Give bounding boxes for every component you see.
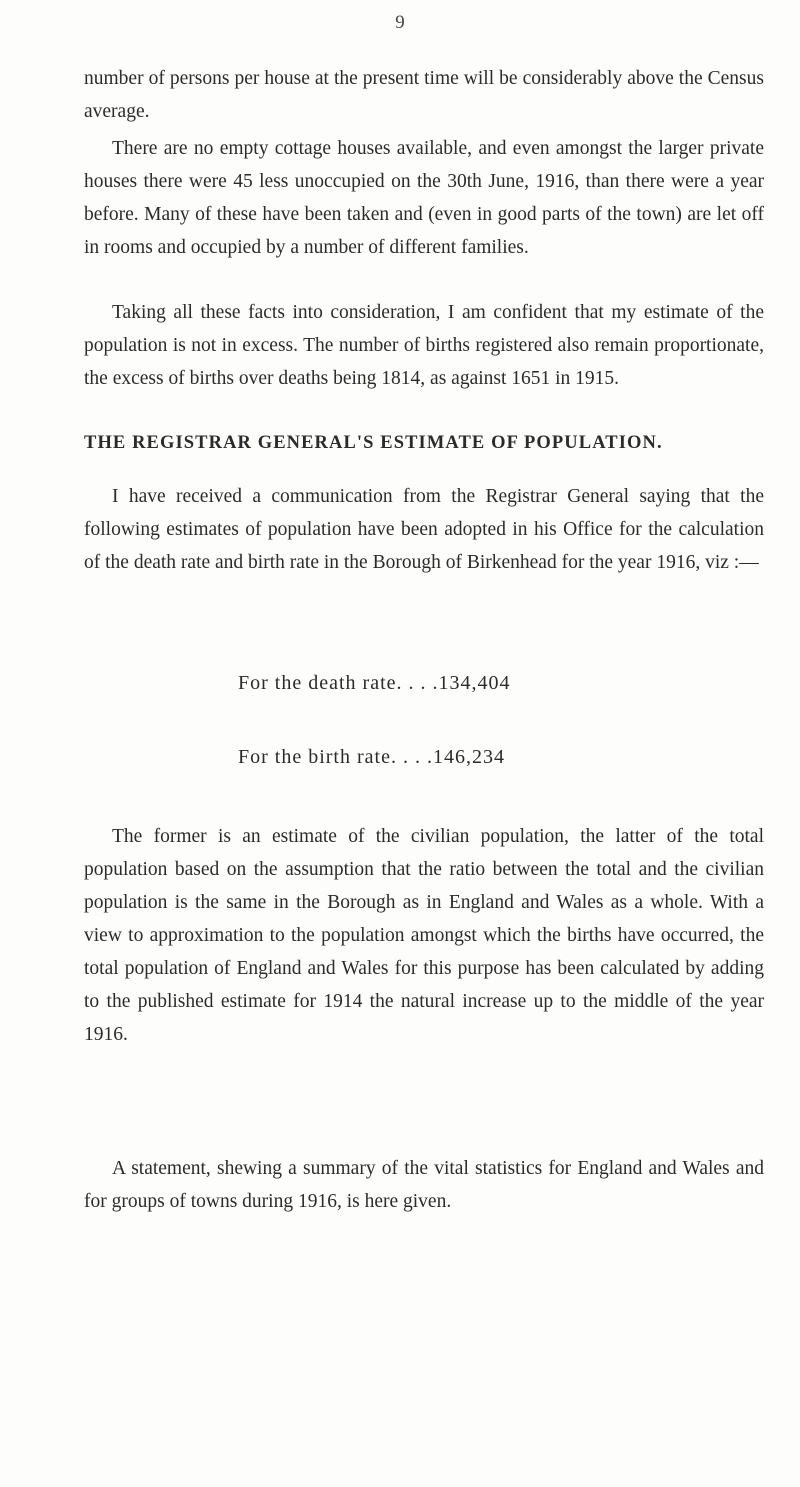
paragraph-census-average: number of persons per house at the present time will be considerably above the Census average. (84, 68, 764, 122)
paragraph-registrar-communication: I have received a communication from the Registrar General saying that the following estimates of population have been adopted in his Office for the calculation of the death rate and birth rate in the Borough of Birkenhead for the year 1916, viz :— (84, 486, 764, 573)
paragraph-empty-houses: There are no empty cottage houses available, and even amongst the larger private houses there were 45 less unoccupied on the 30th June, 1916, than there were a year before. Many of these have been taken and (even in good parts of the town) are let off in rooms and occupied by a number of different families. (84, 138, 764, 258)
paragraph-estimate-explanation: The former is an estimate of the civilian population, the latter of the total population based on the assumption that the ratio between the total and the civilian population is the same in the Borough as in England and Wales as a whole. With a view to approximation to the population amongst which the births have occurred, the total population of England and Wales for this purpose has been calculated by adding to the published estimate for 1914 the natural increase up to the middle of the year 1916. (84, 826, 764, 1045)
page-number: 9 (395, 12, 405, 33)
section-heading: THE REGISTRAR GENERAL'S ESTIMATE OF POPULATION. (84, 433, 663, 453)
paragraph-statement-intro: A statement, shewing a summary of the vital statistics for England and Wales and for groups of towns during 1916, is here given. (84, 1158, 764, 1212)
paragraph-estimate-confidence: Taking all these facts into consideration, I am confident that my estimate of the population is not in excess. The number of births registered also remain proportionate, the excess of births over deaths being 1814, as against 1651 in 1915. (84, 302, 764, 389)
birth-rate-estimate: For the birth rate. . . .146,234 (238, 746, 505, 768)
death-rate-estimate: For the death rate. . . .134,404 (238, 672, 511, 694)
